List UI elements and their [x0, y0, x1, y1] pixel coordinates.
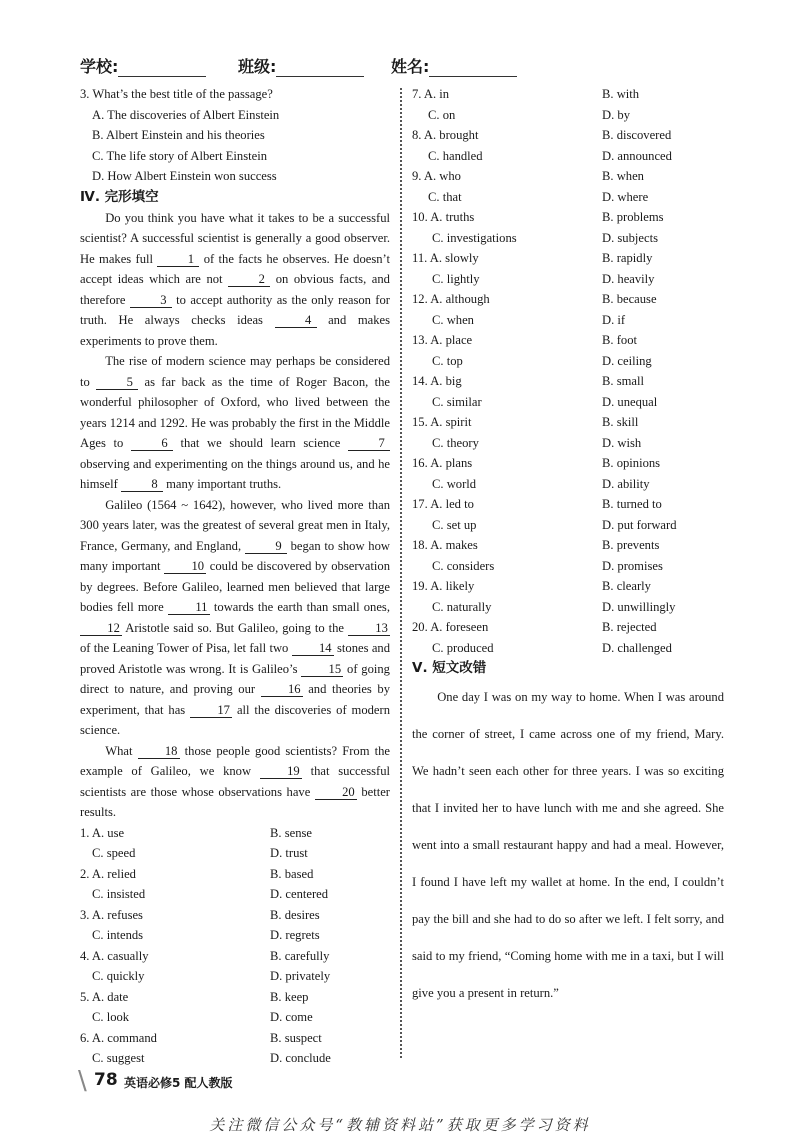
passage-text: as far back as the time of Roger Bacon, the wonderful philosopher of Oxford, who lived between the years 1214 and 1292. He was probably the first in the Middle Ages to: [80, 374, 390, 450]
option-row: [412, 105, 724, 126]
left-column: [80, 84, 390, 1069]
option-row: [80, 966, 390, 987]
option-a[interactable]: 5. A. date: [80, 989, 129, 1004]
option-a[interactable]: 13. A. place: [412, 333, 473, 347]
option-row: [412, 392, 724, 413]
name-blank-line: [429, 62, 517, 77]
option-c[interactable]: C. speed: [92, 846, 136, 860]
option-c[interactable]: C. considers: [432, 558, 495, 573]
option-b[interactable]: B. desires: [270, 907, 320, 922]
passage-text: and makes experiments to prove them.: [80, 313, 390, 348]
option-b[interactable]: B. rejected: [602, 620, 657, 634]
blank-20[interactable]: 20: [315, 785, 357, 800]
passage-text: those people good scientists? From the example of Galileo, we know: [80, 743, 391, 778]
option-a[interactable]: 4. A. casually: [80, 948, 149, 963]
option-row: [412, 597, 724, 618]
option-row: [80, 1048, 390, 1069]
option-row: [80, 823, 390, 844]
option-c[interactable]: C. world: [432, 476, 477, 491]
option-d[interactable]: D. promises: [602, 558, 663, 573]
option-b[interactable]: B. based: [270, 866, 314, 881]
passage-text: that successful scientists are those whose observations have: [80, 764, 390, 799]
option-row: [412, 166, 724, 187]
option-c[interactable]: C. when: [432, 312, 474, 327]
option-row: [412, 351, 724, 372]
option-row: [412, 269, 724, 290]
option-row: [80, 843, 390, 864]
section-5-title: Ⅴ. 短文改错: [412, 660, 487, 676]
book-title: 英语必修5 配人教版: [124, 1076, 233, 1090]
passage-text: Do you think you have what it takes to be a successful scientist? A successful scientist is generally a good observer. He makes full: [80, 210, 390, 266]
option-row: [412, 433, 724, 454]
option-row: [412, 310, 724, 331]
option-row: [412, 84, 724, 105]
error-correction-essay: [412, 679, 724, 1012]
option-a[interactable]: 16. A. plans: [412, 456, 473, 470]
blank-14[interactable]: 14: [292, 641, 334, 656]
option-d[interactable]: D. where: [602, 189, 649, 204]
passage-text: began to show how many important: [80, 538, 390, 573]
blank-4[interactable]: 4: [275, 313, 317, 328]
option-a[interactable]: 6. A. command: [80, 1030, 157, 1045]
blank-9[interactable]: 9: [245, 539, 287, 554]
blank-1[interactable]: 1: [157, 252, 199, 267]
passage-text: could be discovered by observation by degrees. Before Galileo, learned men believed that large bodies fell more: [80, 559, 390, 614]
option-b[interactable]: B. small: [602, 374, 644, 388]
promo-watermark: 关注微信公众号“教辅资料站”获取更多学习资料: [209, 1116, 591, 1134]
option-d[interactable]: D. regrets: [270, 928, 320, 942]
footer-slash-decoration: \: [78, 1066, 87, 1096]
option-b[interactable]: B. problems: [602, 210, 664, 224]
passage-paragraph-2: [80, 351, 390, 495]
option-c[interactable]: C. top: [432, 353, 463, 368]
blank-6[interactable]: 6: [131, 436, 173, 451]
option-b[interactable]: B. suspect: [270, 1030, 322, 1045]
option-d[interactable]: D. announced: [602, 148, 672, 163]
option-row: [412, 228, 724, 249]
option-b[interactable]: B. keep: [270, 989, 309, 1004]
option-row: [80, 905, 390, 926]
passage-text: stones and proved Aristotle was wrong. It is Galileo’s: [80, 641, 390, 676]
class-label: 班级:: [238, 57, 277, 76]
blank-16[interactable]: 16: [261, 682, 303, 697]
option-c[interactable]: C. on: [428, 107, 456, 122]
option-row: [412, 371, 724, 392]
option-row: [412, 638, 724, 659]
option-c[interactable]: C. investigations: [432, 230, 517, 245]
blank-19[interactable]: 19: [260, 764, 302, 779]
option-c[interactable]: C. theory: [432, 435, 479, 450]
option-d[interactable]: D. if: [602, 312, 626, 327]
option-c[interactable]: C. handled: [428, 148, 483, 163]
option-d[interactable]: D. ceiling: [602, 353, 652, 368]
essay-text: One day I was on my way to home. When I was around the corner of street, I came across one of my friend, Mary. We hadn’t seen each other for three years. I was so exciting that I invited her to have lunch with me and she agreed. She went into a small restaurant happy and had a meal. However, I found I have left my wallet at home. In the end, I couldn’t pay the bill and she had to do so after we left. I felt sorry, and said to my friend, “Coming home with me in a taxi, but I will give you a present in return.”: [412, 690, 724, 1000]
option-row: [412, 125, 724, 146]
option-b[interactable]: B. discovered: [602, 128, 672, 142]
blank-8[interactable]: 8: [121, 477, 163, 492]
passage-text: and theories by experiment, that has: [80, 682, 390, 717]
passage-paragraph-3: [80, 495, 390, 741]
option-row: [412, 535, 724, 556]
option-row: [412, 474, 724, 495]
option-row: [412, 248, 724, 269]
option-b[interactable]: B. sense: [270, 825, 312, 840]
left-options-list: [80, 823, 390, 1069]
option-a[interactable]: 19. A. likely: [412, 579, 475, 593]
option-a[interactable]: 11. A. slowly: [412, 251, 479, 265]
option-c[interactable]: C. insisted: [92, 887, 146, 901]
option-row: [412, 515, 724, 536]
option-d[interactable]: D. unequal: [602, 394, 658, 409]
passage-text: of the Leaning Tower of Pisa, let fall two: [80, 641, 292, 655]
option-c[interactable]: C. lightly: [432, 271, 480, 286]
option-row: [412, 453, 724, 474]
passage-text: Galileo (1564 ~ 1642), however, who lived more than 300 years later, was the greatest of several great men in Italy, France, Germany, and England,: [80, 497, 390, 553]
passage-text: towards the earth than small ones,: [209, 600, 390, 614]
blank-2[interactable]: 2: [228, 272, 270, 287]
option-a[interactable]: 7. A. in: [412, 87, 450, 101]
option-a[interactable]: 14. A. big: [412, 374, 462, 388]
question-3: 3. What’s the best title of the passage?: [80, 87, 273, 101]
option-c[interactable]: C. similar: [432, 394, 482, 409]
option-c[interactable]: C. intends: [92, 928, 144, 942]
option-b[interactable]: B. rapidly: [602, 251, 653, 265]
class-field[interactable]: [238, 54, 364, 77]
option-a[interactable]: 8. A. brought: [412, 128, 479, 142]
school-label: 学校:: [80, 57, 119, 76]
option-a[interactable]: 12. A. although: [412, 292, 490, 306]
column-divider: [400, 88, 402, 1058]
option-d[interactable]: D. conclude: [270, 1051, 331, 1065]
blank-18[interactable]: 18: [138, 744, 180, 759]
right-options-list: [412, 84, 724, 658]
passage-text: better results.: [80, 784, 390, 819]
option-row: [412, 617, 724, 638]
blank-3[interactable]: 3: [130, 293, 172, 308]
option-b[interactable]: B. because: [602, 292, 657, 306]
option-row: [80, 864, 390, 885]
passage-text: What: [105, 743, 138, 758]
option-c[interactable]: C. produced: [432, 640, 494, 655]
name-label: 姓名:: [391, 57, 430, 76]
passage-text: that we should learn science: [172, 436, 348, 450]
option-b[interactable]: B. prevents: [602, 538, 660, 552]
option-a[interactable]: 20. A. foreseen: [412, 620, 489, 634]
passage-text: The rise of modern science may perhaps be considered to: [80, 354, 390, 389]
student-info-header: [80, 50, 720, 80]
option-row: [412, 330, 724, 351]
option-b[interactable]: B. carefully: [270, 948, 330, 963]
q3-option-b: B. Albert Einstein and his theories: [92, 128, 265, 142]
option-a[interactable]: 15. A. spirit: [412, 415, 472, 429]
passage-text: observing and experimenting on the things around us, and he himself: [80, 456, 390, 491]
blank-17[interactable]: 17: [190, 703, 232, 718]
option-d[interactable]: D. heavily: [602, 271, 655, 286]
option-a[interactable]: 2. A. relied: [80, 866, 136, 881]
option-row: [80, 1007, 390, 1028]
option-row: [412, 556, 724, 577]
option-d[interactable]: D. challenged: [602, 640, 672, 655]
blank-15[interactable]: 15: [301, 662, 343, 677]
option-b[interactable]: B. clearly: [602, 579, 651, 593]
option-d[interactable]: D. centered: [270, 887, 329, 901]
passage-paragraph-1: [80, 208, 390, 352]
option-c[interactable]: C. naturally: [432, 599, 492, 614]
q3-option-c: C. The life story of Albert Einstein: [92, 148, 268, 163]
option-row: [80, 987, 390, 1008]
passage-text: all the discoveries of modern science.: [80, 702, 390, 737]
option-d[interactable]: D. privately: [270, 969, 331, 983]
passage-text: many important truths.: [162, 477, 282, 491]
class-blank-line: [276, 62, 364, 77]
option-row: [80, 1028, 390, 1049]
name-field[interactable]: [391, 54, 517, 77]
passage-text: of the facts he observes. He doesn’t accept ideas which are not: [80, 251, 390, 286]
cloze-passage: [80, 208, 390, 823]
q3-option-a: A. The discoveries of Albert Einstein: [92, 107, 280, 122]
option-row: [80, 884, 390, 905]
option-row: [412, 576, 724, 597]
section-4-title: Ⅳ. 完形填空: [80, 188, 159, 205]
school-field[interactable]: [80, 54, 206, 77]
passage-text: Aristotle said so. But Galileo, going to the: [122, 620, 348, 635]
option-b[interactable]: B. turned to: [602, 497, 662, 511]
option-a[interactable]: 9. A. who: [412, 169, 461, 183]
school-blank-line: [118, 62, 206, 77]
option-d[interactable]: D. subjects: [602, 230, 658, 245]
option-d[interactable]: D. ability: [602, 476, 650, 491]
option-a[interactable]: 18. A. makes: [412, 538, 478, 552]
option-c[interactable]: C. look: [92, 1010, 130, 1024]
option-c[interactable]: C. quickly: [92, 969, 145, 983]
option-d[interactable]: D. wish: [602, 435, 642, 450]
right-column: [412, 84, 724, 1012]
blank-13[interactable]: 13: [348, 621, 390, 636]
option-c[interactable]: C. suggest: [92, 1051, 145, 1065]
blank-11[interactable]: 11: [168, 600, 210, 615]
passage-text: on obvious facts, and therefore: [80, 272, 390, 307]
option-row: [412, 494, 724, 515]
option-c[interactable]: C. that: [428, 189, 462, 204]
option-row: [412, 146, 724, 167]
option-d[interactable]: D. unwillingly: [602, 599, 676, 614]
option-d[interactable]: D. by: [602, 107, 630, 122]
page-number: 78: [94, 1070, 118, 1090]
option-a[interactable]: 3. A. refuses: [80, 907, 143, 922]
option-a[interactable]: 10. A. truths: [412, 210, 475, 224]
blank-10[interactable]: 10: [164, 559, 206, 574]
option-b[interactable]: B. skill: [602, 415, 639, 429]
passage-paragraph-4: [80, 741, 390, 823]
q3-option-d: D. How Albert Einstein won success: [92, 169, 277, 183]
option-row: [412, 187, 724, 208]
option-row: [412, 207, 724, 228]
option-c[interactable]: C. set up: [432, 517, 477, 532]
option-a[interactable]: 1. A. use: [80, 825, 125, 840]
passage-text: to accept authority as the only reason for truth. He always checks ideas: [80, 292, 390, 327]
option-d[interactable]: D. come: [270, 1010, 313, 1024]
option-b[interactable]: B. foot: [602, 333, 637, 347]
passage-text: of going direct to nature, and proving our: [80, 661, 390, 696]
option-row: [80, 925, 390, 946]
option-row: [412, 289, 724, 310]
option-a[interactable]: 17. A. led to: [412, 497, 474, 511]
blank-7[interactable]: 7: [348, 436, 390, 451]
option-row: [80, 946, 390, 967]
option-b[interactable]: B. opinions: [602, 456, 661, 470]
option-d[interactable]: D. trust: [270, 846, 308, 860]
option-d[interactable]: D. put forward: [602, 517, 677, 532]
blank-12[interactable]: 12: [80, 621, 122, 636]
option-b[interactable]: B. when: [602, 169, 644, 183]
option-row: [412, 412, 724, 433]
blank-5[interactable]: 5: [96, 375, 138, 390]
option-b[interactable]: B. with: [602, 87, 640, 101]
